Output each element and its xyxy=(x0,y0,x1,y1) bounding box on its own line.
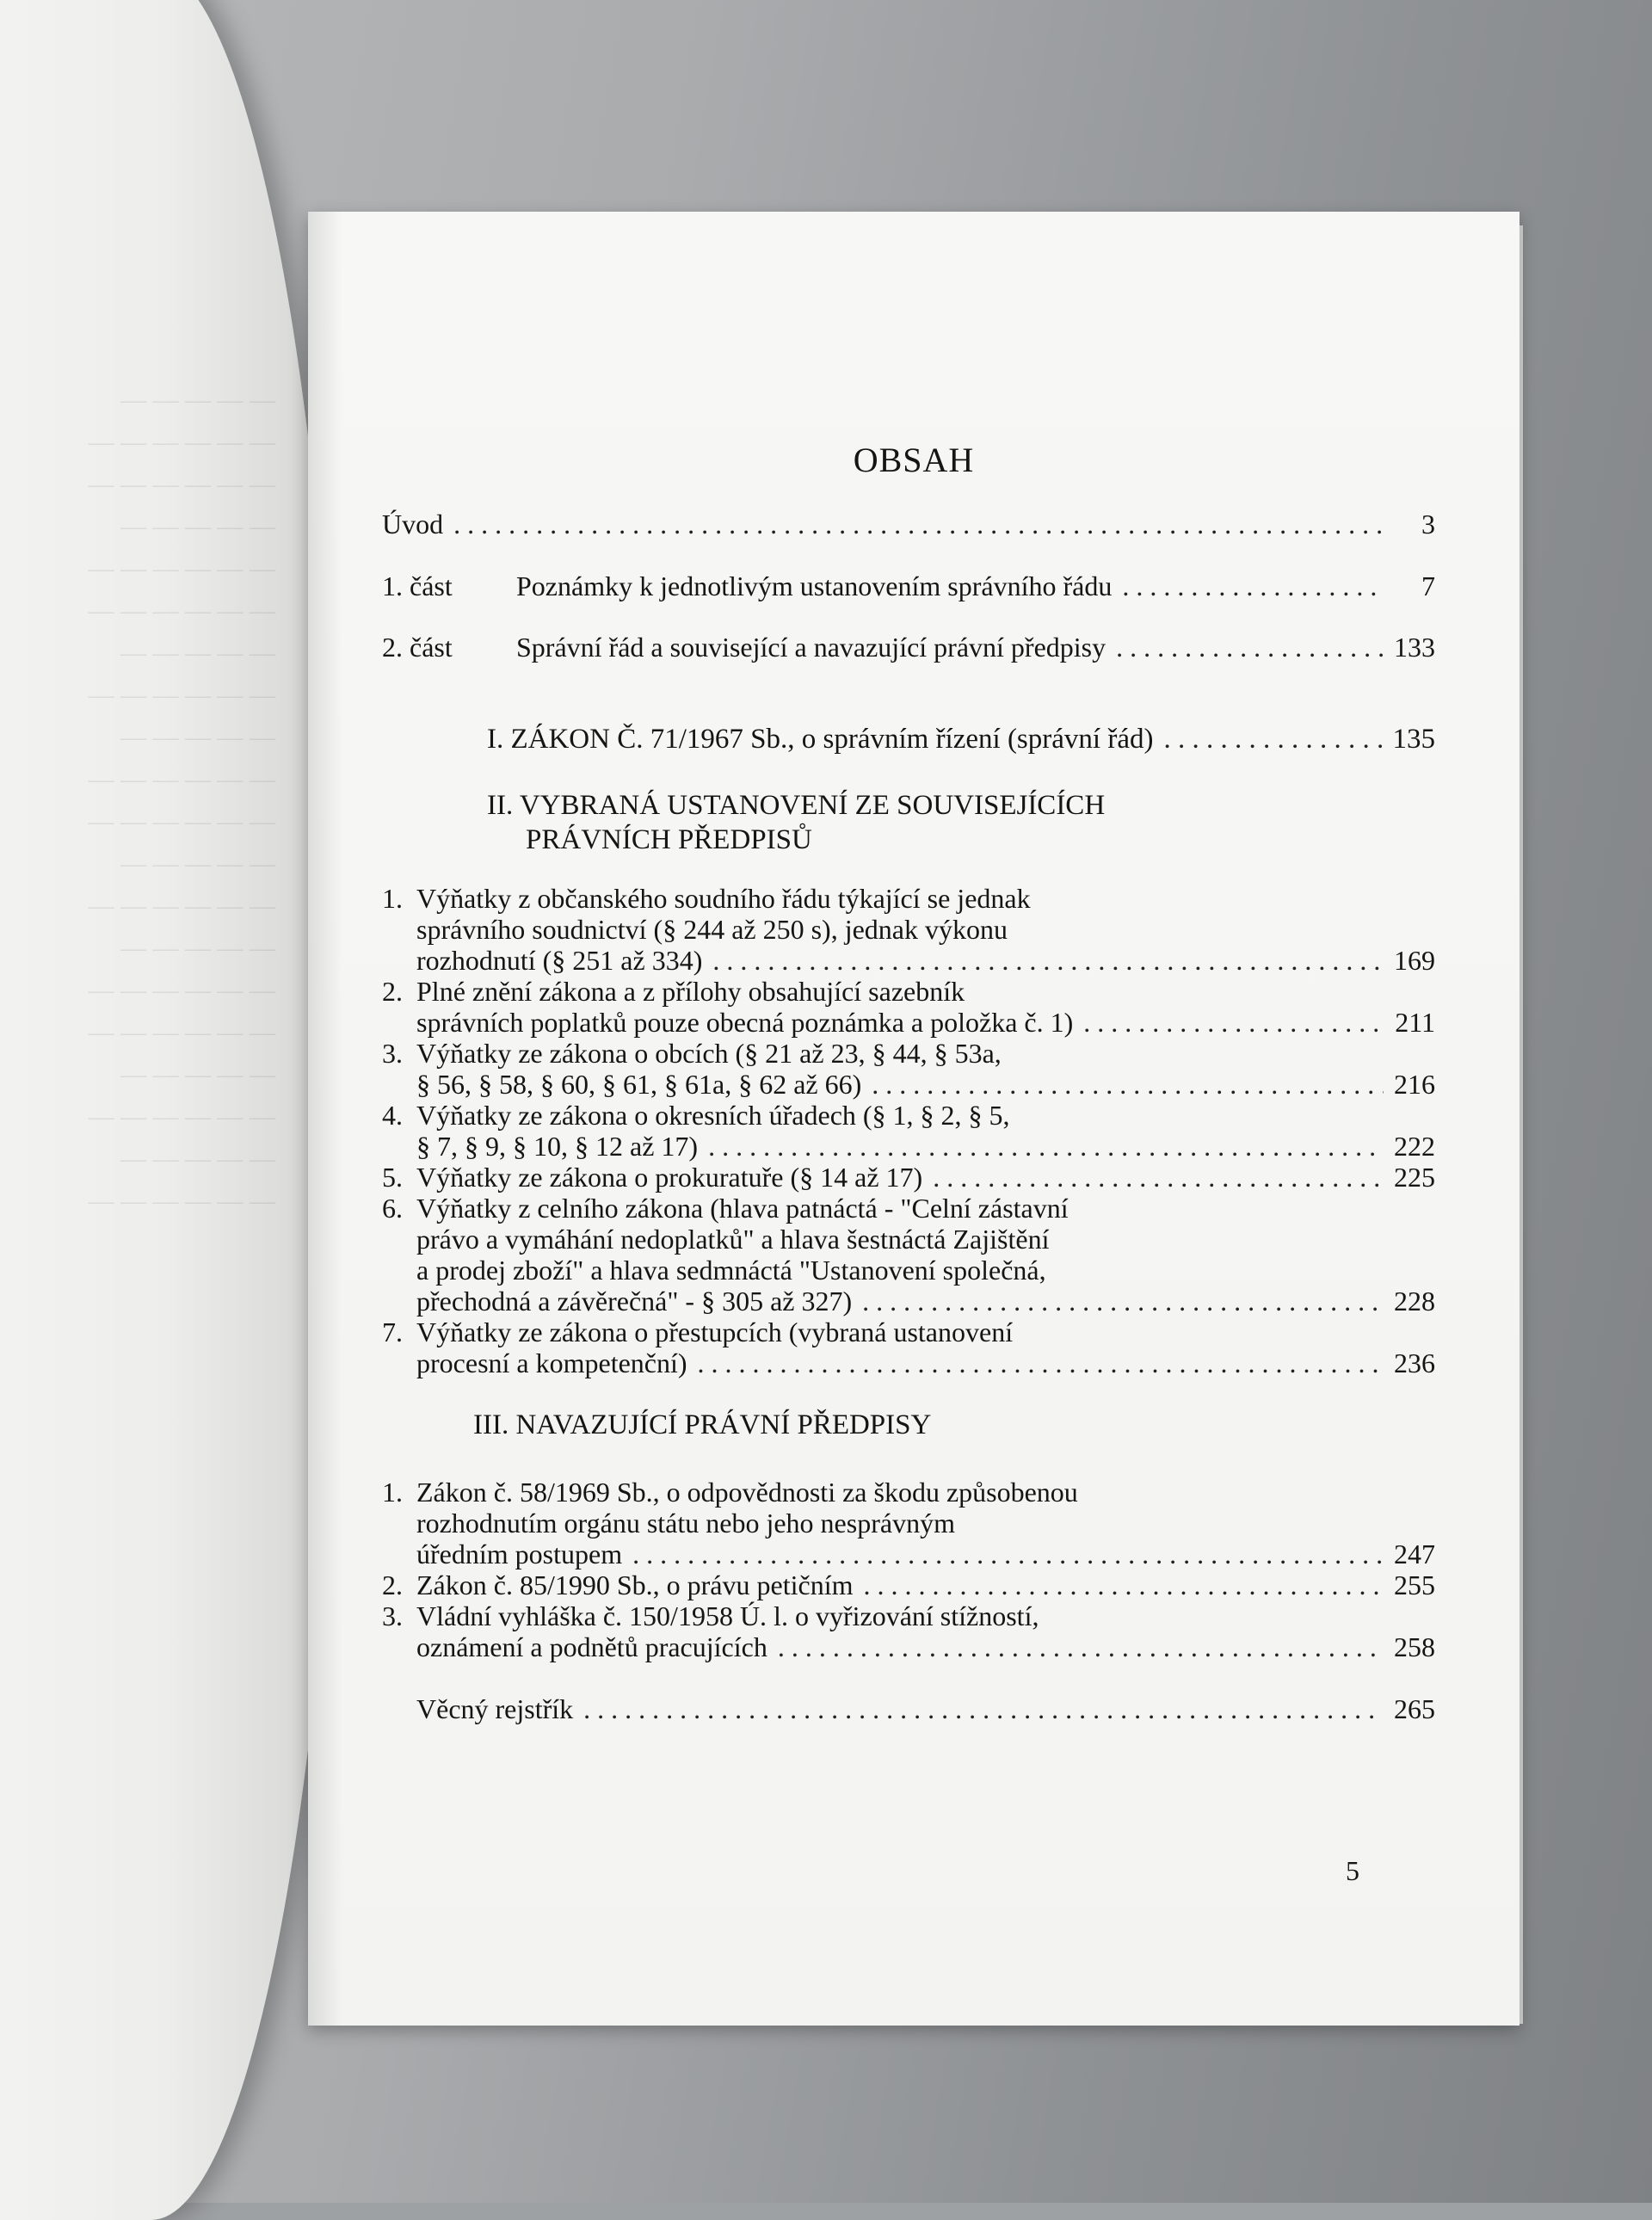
entry-label: Správní řád a související a navazující právní předpisy xyxy=(516,632,1106,663)
item-number: 5. xyxy=(382,1162,403,1193)
dot-leader xyxy=(872,1069,1384,1100)
item-last-line xyxy=(416,1131,1435,1162)
dot-leader xyxy=(933,1162,1384,1193)
dot-leader xyxy=(1116,632,1384,663)
dot-leader xyxy=(632,1539,1384,1569)
dot-leader xyxy=(698,1347,1384,1378)
dot-leader xyxy=(712,945,1384,976)
item-line: Zákon č. 58/1969 Sb., o odpovědnosti za škodu způsobenou xyxy=(416,1477,1078,1508)
item-number: 2. xyxy=(382,976,403,1007)
dot-leader xyxy=(863,1569,1384,1600)
entry-page: 236 xyxy=(1394,1347,1435,1378)
item-line: úředním postupem xyxy=(416,1539,623,1569)
entry-page: 135 xyxy=(1392,724,1435,755)
item-line: Výňatky ze zákona o obcích (§ 21 až 23, § 44, § 53a, xyxy=(416,1038,1002,1069)
dot-leader xyxy=(453,509,1384,540)
item-line: Plné znění zákona a z přílohy obsahující sazebník xyxy=(416,976,965,1007)
dot-leader xyxy=(583,1693,1384,1725)
toc-entry-part-1 xyxy=(382,570,1435,602)
show-through-text: — — — — — — — — — — — — — — — — — — — — — — — — — — — — — — — — — — — — — — — — — — — — — — — — — — — — — — — — — — — — — — — — — — — — — — — — — — — — — — — — — — — — — — — — — — — — — — — — — — — — — — — — — — — — — — — — xyxy=(88,385,275,1215)
entry-page: 265 xyxy=(1394,1693,1435,1724)
entry-page: 7 xyxy=(1421,570,1435,601)
right-book-page xyxy=(308,212,1519,2026)
item-last-line xyxy=(416,945,1435,976)
toc-entry-intro xyxy=(382,509,1435,540)
item-line: a prodej zboží" a hlava sedmnáctá "Ustanovení společná, xyxy=(416,1255,1046,1286)
item-line: Zákon č. 85/1990 Sb., o právu petičním xyxy=(416,1569,854,1600)
entry-page: 222 xyxy=(1394,1131,1435,1162)
item-line: správního soudnictví (§ 244 až 250 s), jednak výkonu xyxy=(416,914,1008,945)
dot-leader xyxy=(1122,570,1384,602)
entry-page: 133 xyxy=(1394,632,1435,663)
item-line: Vládní vyhláška č. 150/1958 Ú. l. o vyřizování stížností, xyxy=(416,1600,1039,1631)
entry-page: 216 xyxy=(1394,1069,1435,1100)
toc-entry-part-2 xyxy=(382,632,1435,663)
item-number: 1. xyxy=(382,883,403,914)
heading-line: PRÁVNÍCH PŘEDPISŮ xyxy=(526,824,812,855)
entry-page: 211 xyxy=(1395,1007,1435,1038)
dot-leader xyxy=(708,1131,1384,1162)
item-line: rozhodnutím orgánu státu nebo jeho nesprávným xyxy=(416,1508,955,1539)
dot-leader xyxy=(862,1286,1384,1317)
item-number: 2. xyxy=(382,1569,403,1600)
item-line: rozhodnutí (§ 251 až 334) xyxy=(416,945,703,976)
dot-leader xyxy=(1163,724,1382,755)
dot-leader xyxy=(778,1631,1384,1662)
part-number: 1. část xyxy=(382,570,453,601)
item-line: právo a vymáhání nedoplatků" a hlava šestnáctá Zajištění xyxy=(416,1224,1050,1255)
entry-page: 169 xyxy=(1394,945,1435,976)
item-line: Výňatky ze zákona o okresních úřadech (§ 1, § 2, § 5, xyxy=(416,1100,1010,1131)
section-2-heading xyxy=(487,788,1105,857)
item-line: přechodná a závěrečná" - § 305 až 327) xyxy=(416,1286,853,1317)
item-number: 3. xyxy=(382,1600,403,1631)
entry-page: 3 xyxy=(1421,509,1435,540)
item-line: oznámení a podnětů pracujících xyxy=(416,1631,767,1662)
item-last-line xyxy=(416,1347,1435,1378)
entry-page: 247 xyxy=(1394,1539,1435,1569)
item-last-line xyxy=(416,1631,1435,1662)
item-line: § 56, § 58, § 60, § 61, § 61a, § 62 až 66) xyxy=(416,1069,862,1100)
item-last-line xyxy=(416,1286,1435,1317)
entry-page: 225 xyxy=(1394,1162,1435,1193)
dot-leader xyxy=(1083,1007,1384,1038)
section-3-heading: III. NAVAZUJÍCÍ PRÁVNÍ PŘEDPISY xyxy=(473,1409,932,1440)
entry-label: Poznámky k jednotlivým ustanovením správního řádu xyxy=(516,570,1113,601)
item-number: 7. xyxy=(382,1317,403,1347)
part-number: 2. část xyxy=(382,632,453,663)
item-last-line xyxy=(416,1162,1435,1193)
item-number: 6. xyxy=(382,1193,403,1224)
item-line: Výňatky z celního zákona (hlava patnáctá - "Celní zástavní xyxy=(416,1193,1069,1224)
heading-line: II. VYBRANÁ USTANOVENÍ ZE SOUVISEJÍCÍCH xyxy=(487,790,1106,821)
page-number: 5 xyxy=(1346,1855,1359,1886)
entry-page: 255 xyxy=(1394,1569,1435,1600)
toc-entry-index xyxy=(416,1693,1435,1725)
item-line: Výňatky z občanského soudního řádu týkající se jednak xyxy=(416,883,1031,914)
entry-page: 258 xyxy=(1394,1631,1435,1662)
table-of-contents xyxy=(308,212,1519,2026)
item-last-line xyxy=(416,1069,1435,1100)
item-number: 4. xyxy=(382,1100,403,1131)
list-item xyxy=(382,883,403,914)
item-last-line xyxy=(416,1539,1435,1569)
page-title: OBSAH xyxy=(853,441,975,479)
item-last-line xyxy=(416,1007,1435,1038)
item-line: správních poplatků pouze obecná poznámka a položka č. 1) xyxy=(416,1007,1074,1038)
item-line: Výňatky ze zákona o přestupcích (vybraná ustanovení xyxy=(416,1317,1014,1347)
item-line: procesní a kompetenční) xyxy=(416,1347,687,1378)
entry-label: I. ZÁKON Č. 71/1967 Sb., o správním řízení (správní řád) xyxy=(487,724,1154,755)
item-number: 1. xyxy=(382,1477,403,1508)
item-last-line xyxy=(416,1569,1435,1600)
entry-page: 228 xyxy=(1394,1286,1435,1317)
item-number: 3. xyxy=(382,1038,403,1069)
toc-entry-section-1 xyxy=(487,724,1435,755)
item-line: § 7, § 9, § 10, § 12 až 17) xyxy=(416,1131,699,1162)
entry-label: Úvod xyxy=(382,509,444,540)
item-line: Výňatky ze zákona o prokuratuře (§ 14 až 17) xyxy=(416,1162,923,1193)
entry-label: Věcný rejstřík xyxy=(416,1693,574,1724)
